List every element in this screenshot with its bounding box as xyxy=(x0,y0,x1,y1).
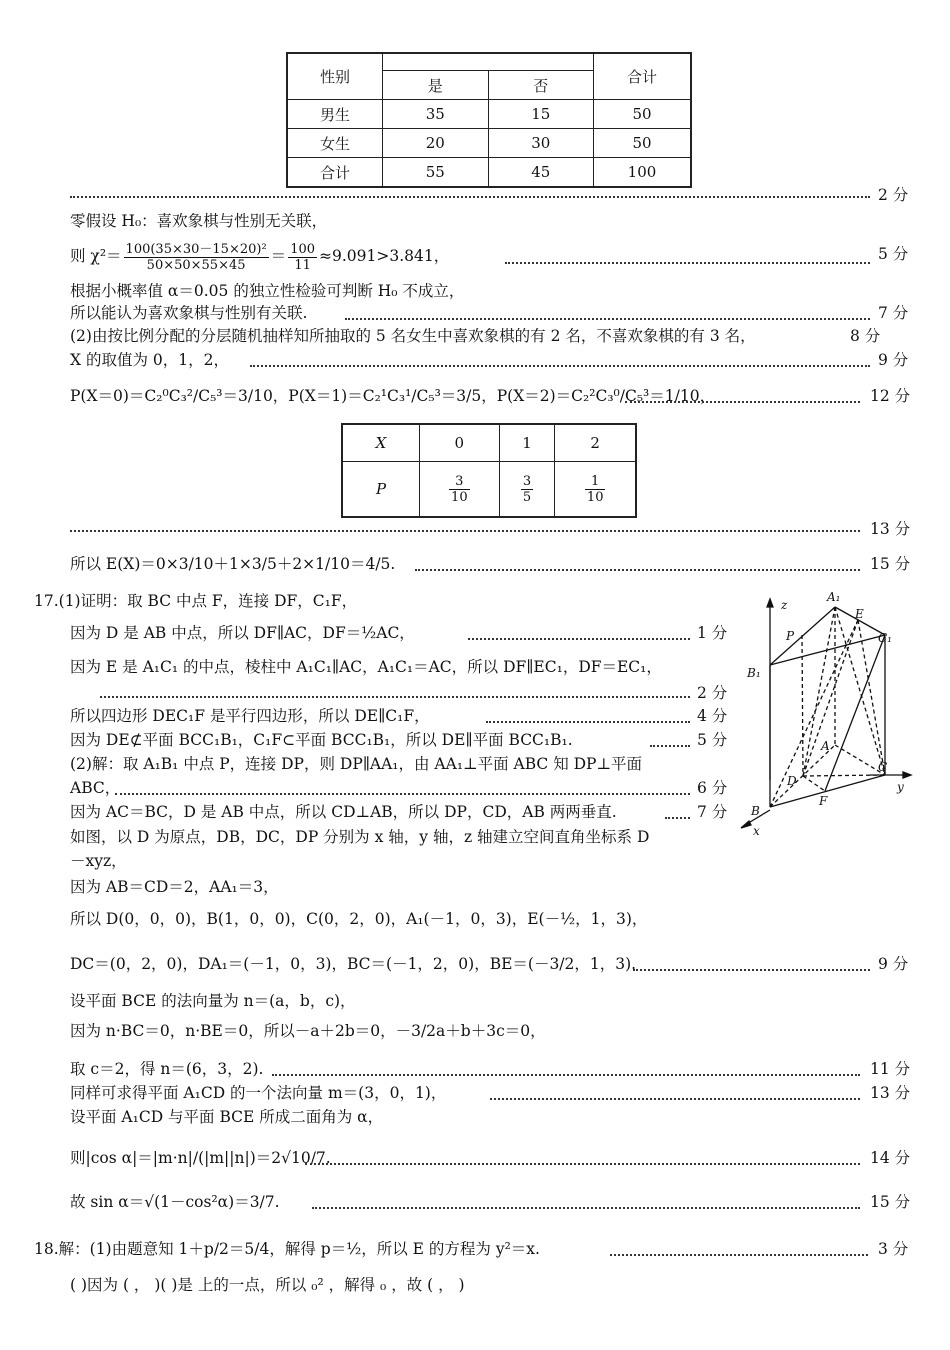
label-A1: A₁ xyxy=(827,590,841,604)
cell: 20 xyxy=(383,129,489,158)
leader-dots xyxy=(665,815,690,819)
score-p5: 5 分 xyxy=(697,731,728,749)
label-B1: B₁ xyxy=(747,666,761,680)
distribution-table xyxy=(341,423,637,518)
label-A: A xyxy=(821,739,830,753)
cell: 男生 xyxy=(287,100,383,129)
q17-line-6b: ABC， xyxy=(70,779,121,797)
cell: 55 xyxy=(383,158,489,188)
line-h0: 零假设 H₀：喜欢象棋与性别无关联， xyxy=(70,212,328,230)
leader-dots xyxy=(345,316,870,320)
score-p15: 15 分 xyxy=(870,1193,911,1211)
score-2: 2 分 xyxy=(878,186,909,204)
q17-line-18: 故 sin α＝√(1－cos²α)＝3/7. xyxy=(70,1193,280,1211)
cell: 女生 xyxy=(287,129,383,158)
leader-dots xyxy=(70,528,860,532)
cell: 0 xyxy=(420,424,500,462)
q17-line-17: 则|cos α|＝|m·n|/(|m||n|)＝2√10/7. xyxy=(70,1149,331,1167)
label-C1: C₁ xyxy=(878,631,892,645)
q17-line-8b: －xyz， xyxy=(70,852,127,870)
cell: 1 xyxy=(499,424,555,462)
q17-line-6: (2)解：取 A₁B₁ 中点 P，连接 DP，则 DP∥AA₁，由 AA₁⊥平面 ABC 知 DP⊥平面 xyxy=(70,755,643,773)
header-yes: 是 xyxy=(383,71,489,100)
cell: 15 xyxy=(488,100,594,129)
cell: 50 xyxy=(594,129,692,158)
header-total: 合计 xyxy=(594,53,692,100)
q17-line-14: 取 c＝2，得 n＝(6，3，2). xyxy=(70,1060,264,1078)
cell: 35 xyxy=(383,100,489,129)
cell: $\frac{3}{5}$ xyxy=(499,462,555,518)
cell: 30 xyxy=(488,129,594,158)
score-q3: 3 分 xyxy=(878,1240,909,1258)
score-5: 5 分 xyxy=(878,245,909,263)
q18-line-2: ( )因为 ( ， )( )是 上的一点，所以 ₀² ，解得 ₀ ，故 ( ， ) xyxy=(70,1276,465,1294)
score-9: 9 分 xyxy=(878,351,909,369)
cell-X: X xyxy=(342,424,420,462)
leader-dots xyxy=(625,399,860,403)
leader-dots xyxy=(505,260,870,264)
score-15: 15 分 xyxy=(870,555,911,573)
leader-dots xyxy=(70,194,870,198)
leader-dots xyxy=(490,1096,860,1100)
score-7: 7 分 xyxy=(878,304,909,322)
score-12: 12 分 xyxy=(870,387,911,405)
score-p11: 11 分 xyxy=(870,1060,911,1078)
table-row xyxy=(287,129,691,158)
contingency-table xyxy=(286,52,692,188)
leader-dots xyxy=(272,1072,860,1076)
table-row xyxy=(287,100,691,129)
cell-P: P xyxy=(342,462,420,518)
leader-dots xyxy=(633,967,870,971)
cell: $\frac{3}{10}$ xyxy=(420,462,500,518)
q17-line-11: DC＝(0，2，0)，DA₁＝(－1，0，3)，BC＝(－1，2，0)，BE＝(－3/2，1，3). xyxy=(70,955,637,973)
line-xvalues: X 的取值为 0，1，2， xyxy=(70,351,229,369)
leader-dots xyxy=(250,363,870,367)
score-13: 13 分 xyxy=(870,520,911,538)
leader-dots xyxy=(486,719,690,723)
q18-line-1: 18.解：(1)由题意知 1＋p/2＝5/4，解得 p＝½，所以 E 的方程为 y²＝x. xyxy=(34,1240,540,1258)
label-F: F xyxy=(819,794,828,808)
header-no: 否 xyxy=(488,71,594,100)
leader-dots xyxy=(415,567,860,571)
q17-line-4: 所以四边形 DEC₁F 是平行四边形，所以 DE∥C₁F， xyxy=(70,707,430,725)
label-B: B xyxy=(751,804,760,818)
line-conclusion: 所以能认为喜欢象棋与性别有关联. xyxy=(70,304,308,322)
header-gender: 性别 xyxy=(287,53,383,100)
q17-line-13: 因为 n·BC＝0，n·BE＝0，所以－a＋2b＝0，－3/2a＋b＋3c＝0， xyxy=(70,1022,546,1040)
line-part2: (2)由按比例分配的分层随机抽样知所抽取的 5 名女生中喜欢象棋的有 2 名，不喜欢象棋的有 3 名， xyxy=(70,327,756,345)
score-p9: 9 分 xyxy=(878,955,909,973)
q17-line-1: 17.(1)证明：取 BC 中点 F，连接 DF，C₁F， xyxy=(34,592,358,610)
q17-line-2: 因为 D 是 AB 中点，所以 DF∥AC，DF＝½AC， xyxy=(70,624,415,642)
leader-dots xyxy=(100,694,690,698)
line-alpha: 根据小概率值 α＝0.05 的独立性检验可判断 H₀ 不成立， xyxy=(70,282,465,300)
score-p1: 1 分 xyxy=(697,624,728,642)
cell: 100 xyxy=(594,158,692,188)
label-C: C xyxy=(878,760,888,774)
prism-figure xyxy=(735,585,915,840)
line-chi-square: 则 χ²＝ $\frac{\text{100(35×30－15×20)²}}{50\times 50\times 55\times 45}$ ＝ $\frac{100}{11}$ ≈9.091>3.841， xyxy=(70,241,450,273)
leader-dots xyxy=(115,791,690,795)
score-8: 8 分 xyxy=(850,327,881,345)
score-p13: 13 分 xyxy=(870,1084,911,1102)
q17-line-10: 所以 D(0，0，0)，B(1，0，0)，C(0，2，0)，A₁(－1，0，3)，E(－½，1，3)， xyxy=(70,910,648,928)
leader-dots xyxy=(305,1161,860,1165)
score-p7: 7 分 xyxy=(697,803,728,821)
cell: $\frac{1}{10}$ xyxy=(555,462,636,518)
line-expectation: 所以 E(X)＝0×3/10＋1×3/5＋2×1/10＝4/5. xyxy=(70,555,396,573)
q17-line-15: 同样可求得平面 A₁CD 的一个法向量 m＝(3，0，1)， xyxy=(70,1084,447,1102)
leader-dots xyxy=(610,1252,868,1256)
q17-line-3: 因为 E 是 A₁C₁ 的中点，棱柱中 A₁C₁∥AC，A₁C₁＝AC，所以 DF∥EC₁，DF＝EC₁， xyxy=(70,658,662,676)
label-x: x xyxy=(753,824,760,838)
q17-line-5: 因为 DE⊄平面 BCC₁B₁，C₁F⊂平面 BCC₁B₁，所以 DE∥平面 BCC₁B₁. xyxy=(70,731,573,749)
leader-dots xyxy=(468,636,690,640)
header-blank xyxy=(383,53,594,71)
label-y: y xyxy=(897,780,904,794)
q17-line-9: 因为 AB＝CD＝2，AA₁＝3， xyxy=(70,878,279,896)
cell: 2 xyxy=(555,424,636,462)
score-p14: 14 分 xyxy=(870,1149,911,1167)
q17-line-8: 如图，以 D 为原点，DB，DC，DP 分别为 x 轴，y 轴，z 轴建立空间直角坐标系 D xyxy=(70,828,650,846)
score-p2: 2 分 xyxy=(697,684,728,702)
leader-dots xyxy=(312,1205,860,1209)
q17-line-7: 因为 AC＝BC，D 是 AB 中点，所以 CD⊥AB，所以 DP，CD，AB 两两垂直. xyxy=(70,803,617,821)
q17-line-16: 设平面 A₁CD 与平面 BCE 所成二面角为 α， xyxy=(70,1108,384,1126)
score-p4: 4 分 xyxy=(697,707,728,725)
cell: 50 xyxy=(594,100,692,129)
label-z: z xyxy=(781,598,788,612)
leader-dots xyxy=(650,743,690,747)
table-row xyxy=(287,158,691,188)
label-P: P xyxy=(786,629,795,643)
label-E: E xyxy=(855,607,864,621)
label-D: D xyxy=(787,774,797,788)
cell: 45 xyxy=(488,158,594,188)
score-p6: 6 分 xyxy=(697,779,728,797)
q17-line-12: 设平面 BCE 的法向量为 n＝(a，b，c)， xyxy=(70,992,356,1010)
line-probabilities: P(X＝0)＝C₂⁰C₃²/C₅³＝3/10，P(X＝1)＝C₂¹C₃¹/C₅³＝3/5，P(X＝2)＝C₂²C₃⁰/C₅³＝1/10， xyxy=(70,387,716,405)
cell: 合计 xyxy=(287,158,383,188)
